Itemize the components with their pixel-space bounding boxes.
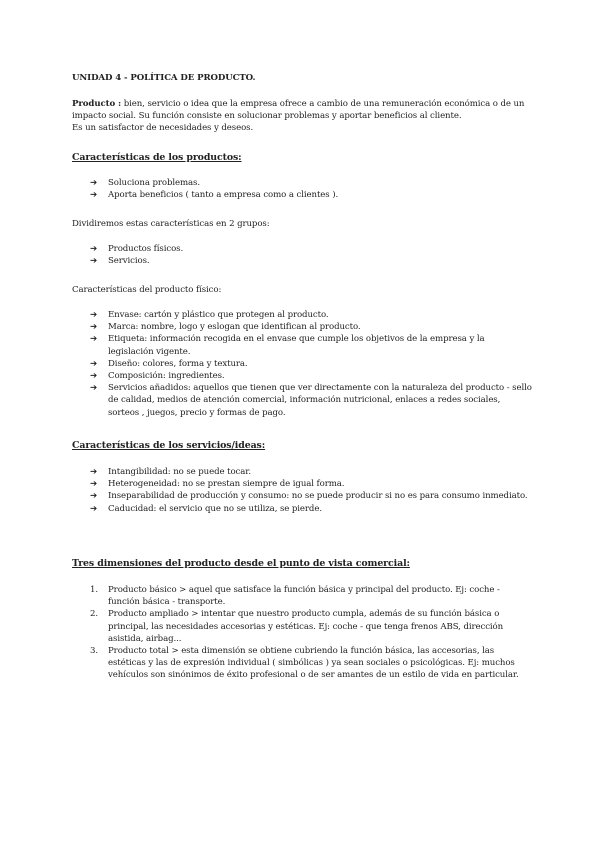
arrow-icon: ➔ (90, 371, 98, 382)
list-item: ➔ Composición: ingredientes. (90, 371, 225, 382)
list-item: ➔ Aporta beneficios ( tanto a empresa como a clientes ). (90, 190, 339, 201)
arrow-icon: ➔ (90, 322, 98, 333)
arrow-icon: ➔ (90, 310, 98, 320)
section-heading-services: Características de los servicios/ideas: (72, 440, 266, 451)
list-number: 1. (90, 585, 98, 595)
service-characteristics-list (72, 466, 532, 515)
product-characteristics-list (72, 177, 532, 201)
arrow-icon: ➔ (90, 383, 98, 394)
divide-text: Dividiremos estas características en 2 grupos: (72, 219, 270, 229)
arrow-icon: ➔ (90, 503, 98, 514)
arrow-icon: ➔ (90, 334, 98, 345)
section-heading-products: Características de los productos: (72, 152, 242, 163)
list-item: ➔ Diseño: colores, forma y textura. (90, 358, 248, 369)
list-item: ➔ Intangibilidad: no se puede tocar. (90, 467, 251, 477)
dimensions-list (72, 584, 532, 682)
list-item: ➔ Servicios añadidos: aquellos que tienen que ver directamente con la naturaleza del producto - sello de calidad, medios de atención comercial, información nutricional, enlaces a redes sociales, sorteos , juegos, precio y formas de pago. (90, 383, 532, 418)
list-item: 3. Producto total > esta dimensión se obtiene cubriendo la función básica, las accesorias, las estéticas y las de expresión individual ( simbólicas ) ya sean sociales o psicológicas. Ej: muchos vehículos son sinónimos de éxito profesional o de ser amantes de un estilo de vida en particular. (90, 646, 519, 681)
section-heading-dimensions: Tres dimensiones del producto desde el punto de vista comercial: (72, 558, 410, 569)
intro-paragraph (72, 98, 532, 135)
document-title: UNIDAD 4 - POLÍTICA DE PRODUCTO. (72, 73, 256, 83)
list-item: ➔ Inseparabilidad de producción y consumo: no se puede producir si no es para consumo inmediato. (90, 491, 528, 502)
intro-definition: bien, servicio o idea que la empresa ofrece a cambio de una remuneración económica o de un impacto social. Su función consiste en solucionar problemas y aportar beneficios al cliente. (72, 99, 525, 122)
arrow-icon: ➔ (90, 467, 98, 477)
list-item: ➔ Heterogeneidad: no se prestan siempre de igual forma. (90, 479, 345, 490)
arrow-icon: ➔ (90, 256, 98, 267)
list-number: 3. (90, 646, 98, 657)
groups-list (72, 243, 532, 267)
arrow-icon: ➔ (90, 178, 98, 188)
physical-characteristics-list (72, 309, 532, 419)
arrow-icon: ➔ (90, 479, 98, 490)
list-item: 2. Producto ampliado > intentar que nuestro producto cumpla, además de su función básica o principal, las necesidades accesorias y estéticas. Ej: coche - que tenga frenos ABS, dirección asistida, airbag... (90, 609, 504, 644)
arrow-icon: ➔ (90, 491, 98, 502)
physical-intro: Características del producto físico: (72, 285, 222, 295)
arrow-icon: ➔ (90, 190, 98, 201)
intro-term: Producto : (72, 99, 122, 109)
list-item: ➔ Marca: nombre, logo y eslogan que identifican al producto. (90, 322, 361, 333)
list-item: ➔ Caducidad: el servicio que no se utiliza, se pierde. (90, 503, 322, 514)
list-item: ➔ Soluciona problemas. (90, 178, 201, 188)
list-item: ➔ Productos físicos. (90, 244, 184, 254)
arrow-icon: ➔ (90, 244, 98, 254)
list-number: 2. (90, 609, 98, 620)
arrow-icon: ➔ (90, 358, 98, 369)
intro-second-line: Es un satisfactor de necesidades y deseos. (72, 123, 254, 134)
list-item: ➔ Servicios. (90, 256, 150, 267)
list-item: ➔ Envase: cartón y plástico que protegen al producto. (90, 310, 329, 320)
list-item: 1. Producto básico > aquel que satisface la función básica y principal del producto. Ej: coche - función básica - transporte. (90, 585, 500, 608)
list-item: ➔ Etiqueta: información recogida en el envase que cumple los objetivos de la empresa y la legislación vigente. (90, 334, 485, 357)
